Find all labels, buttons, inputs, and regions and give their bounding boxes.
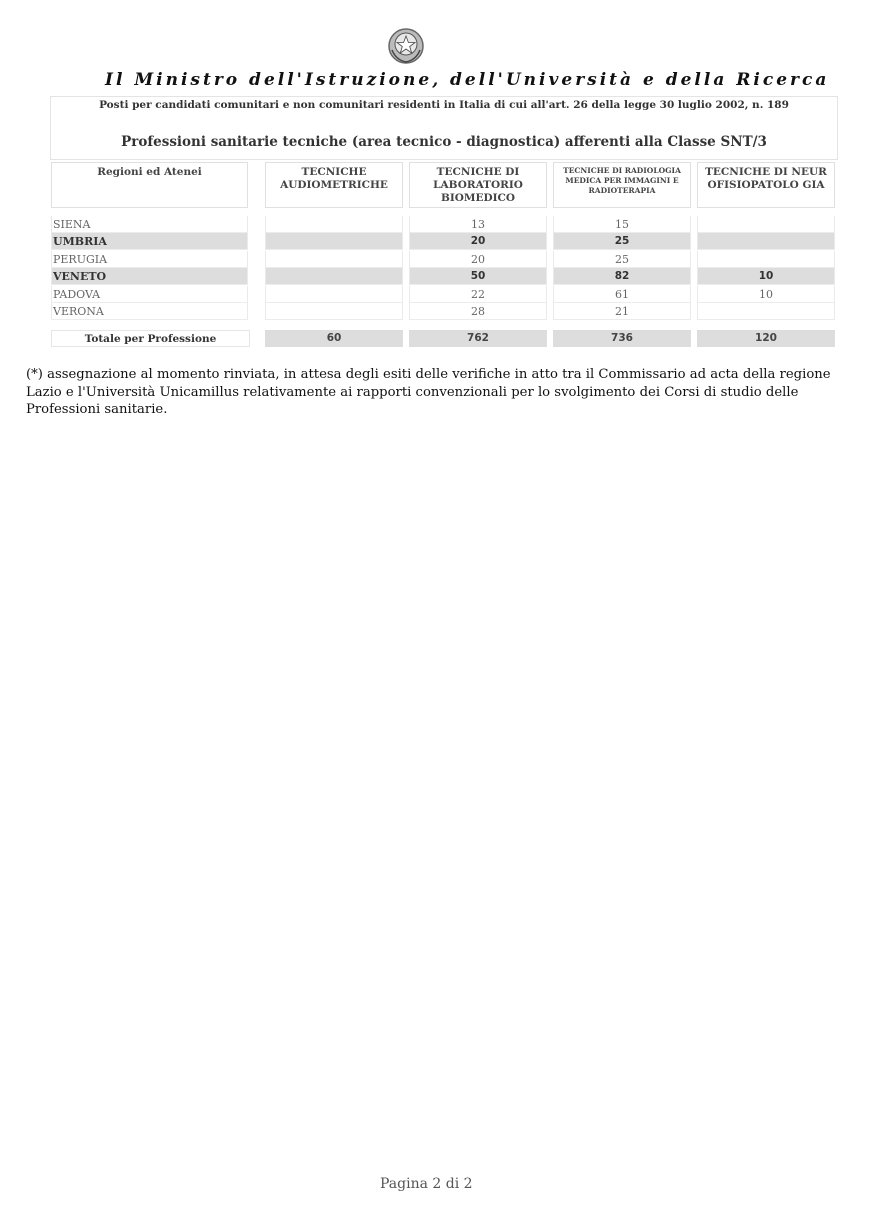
table-title: Professioni sanitarie tecniche (area tecnico - diagnostica) afferenti alla Classe SNT/3 xyxy=(121,134,767,150)
cell-verona-neurofisiopatologia xyxy=(697,303,835,320)
cell-umbria-radiologia: 25 xyxy=(553,233,691,250)
cell-padova-laboratorio: 22 xyxy=(409,286,547,303)
cell-verona-audiometriche xyxy=(265,303,403,320)
cell-umbria-neurofisiopatologia xyxy=(697,233,835,250)
row-name-perugia: PERUGIA xyxy=(51,251,248,268)
cell-veneto-laboratorio: 50 xyxy=(409,268,547,285)
cell-veneto-audiometriche xyxy=(265,268,403,285)
cell-padova-radiologia: 61 xyxy=(553,286,691,303)
total-neurofisiopatologia: 120 xyxy=(697,330,835,347)
table-title-box xyxy=(50,96,838,160)
total-laboratorio: 762 xyxy=(409,330,547,347)
footnote: (*) assegnazione al momento rinviata, in attesa degli esiti delle verifiche in atto tra il Commissario ad acta della regione Lazio e l'Università Unicamillus relativamente ai rapporti convenzionali per lo svolgimento dei Corsi di studio delle Professioni sanitarie. xyxy=(26,367,831,417)
column-header-radiologia: TECNICHE DI RADIOLOGIA MEDICA PER IMMAGINI E RADIOTERAPIA xyxy=(553,162,691,208)
row-name-veneto: VENETO xyxy=(51,268,248,285)
cell-perugia-neurofisiopatologia xyxy=(697,251,835,268)
cell-umbria-audiometriche xyxy=(265,233,403,250)
cell-veneto-neurofisiopatologia: 10 xyxy=(697,268,835,285)
column-header-laboratorio: TECNICHE DI LABORATORIO BIOMEDICO xyxy=(409,162,547,208)
table-subtitle: Posti per candidati comunitari e non comunitari residenti in Italia di cui all'art. 26 della legge 30 luglio 2002, n. 189 xyxy=(99,99,789,111)
column-header-regioni: Regioni ed Atenei xyxy=(51,162,248,208)
cell-siena-audiometriche xyxy=(265,216,403,233)
page-number: Pagina 2 di 2 xyxy=(380,1176,473,1192)
cell-veneto-radiologia: 82 xyxy=(553,268,691,285)
cell-siena-neurofisiopatologia xyxy=(697,216,835,233)
row-name-verona: VERONA xyxy=(51,303,248,320)
total-radiologia: 736 xyxy=(553,330,691,347)
row-name-siena: SIENA xyxy=(51,216,248,233)
total-audiometriche: 60 xyxy=(265,330,403,347)
cell-siena-radiologia: 15 xyxy=(553,216,691,233)
italian-republic-emblem-icon xyxy=(386,26,426,66)
row-name-padova: PADOVA xyxy=(51,286,248,303)
cell-perugia-audiometriche xyxy=(265,251,403,268)
cell-siena-laboratorio: 13 xyxy=(409,216,547,233)
cell-perugia-radiologia: 25 xyxy=(553,251,691,268)
ministry-header: Il Ministro dell'Istruzione, dell'Università e della Ricerca xyxy=(105,70,830,90)
column-header-neurofisiopatologia: TECNICHE DI NEUROFISIOPATOLO GIA xyxy=(697,162,835,208)
row-name-umbria: UMBRIA xyxy=(51,233,248,250)
cell-padova-audiometriche xyxy=(265,286,403,303)
cell-verona-radiologia: 21 xyxy=(553,303,691,320)
cell-verona-laboratorio: 28 xyxy=(409,303,547,320)
column-header-audiometriche: TECNICHE AUDIOMETRICHE xyxy=(265,162,403,208)
cell-perugia-laboratorio: 20 xyxy=(409,251,547,268)
cell-padova-neurofisiopatologia: 10 xyxy=(697,286,835,303)
cell-umbria-laboratorio: 20 xyxy=(409,233,547,250)
totals-label: Totale per Professione xyxy=(51,330,250,347)
